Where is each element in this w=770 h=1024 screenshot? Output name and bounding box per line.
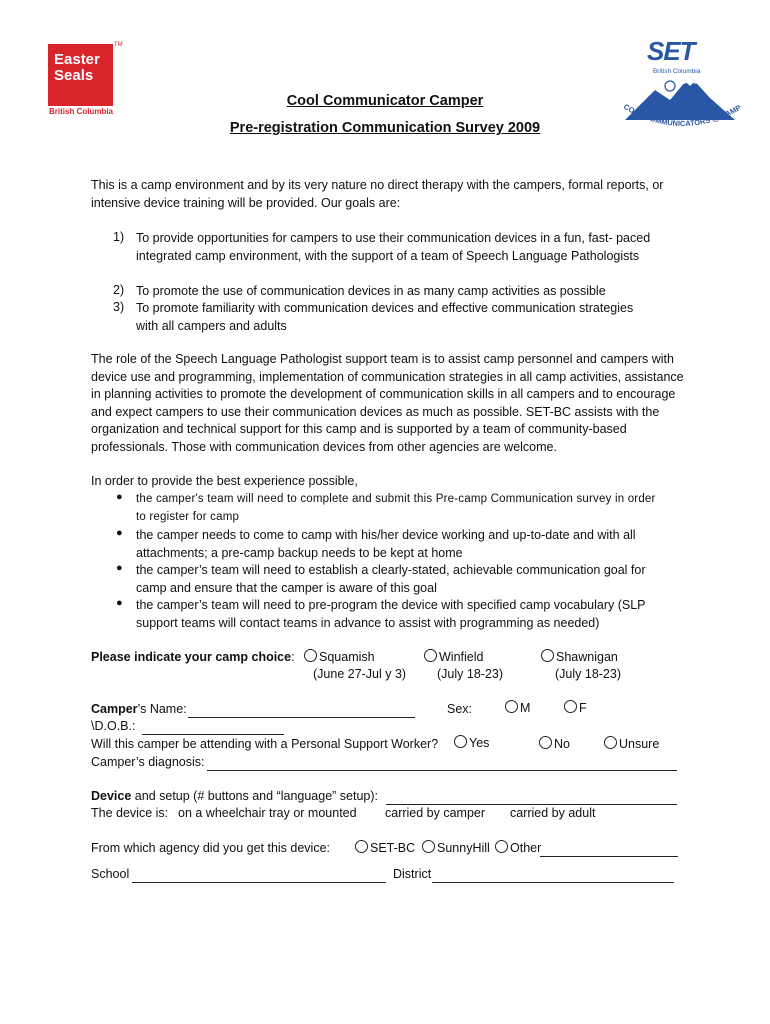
agency-other-label: Other	[510, 841, 542, 855]
radio-icon[interactable]	[454, 735, 467, 748]
psw-option-unsure[interactable]	[604, 736, 659, 751]
radio-icon[interactable]	[539, 736, 552, 749]
diagnosis-field[interactable]	[207, 756, 677, 771]
camp-option-name: Winfield	[439, 650, 484, 664]
bullet-item: the camper needs to come to camp with his/her device working and up-to-date and with all attachments; a pre-camp backup needs to be kept at home	[136, 528, 636, 560]
agency-option-other[interactable]	[495, 840, 541, 855]
bullet-item: the camper’s team will need to establish a clearly-stated, achievable communication goal for camp and ensure that the camper is aware of this goal	[136, 563, 646, 595]
goal-item: To provide opportunities for campers to use their communication devices in a fun, fast- paced integrated camp environment, with the support of a team of Speech Language Pathologists	[136, 231, 651, 263]
set-bc-logo-name: SET	[647, 36, 695, 66]
camp-option-winfield[interactable]	[424, 649, 483, 664]
radio-icon[interactable]	[541, 649, 554, 662]
sex-m-label: M	[520, 701, 531, 715]
agency-option-set-bc[interactable]	[355, 840, 415, 855]
agency-option-sunnyhill[interactable]	[422, 840, 490, 855]
easter-seals-logo-sub: British Columbia	[49, 107, 114, 116]
sex-label: Sex:	[447, 702, 473, 716]
radio-icon[interactable]	[422, 840, 435, 853]
device-setup-field[interactable]	[386, 790, 677, 805]
set-bc-logo-arc: COOL COMMUNICATORS @ CAMP	[622, 102, 743, 129]
experience-intro: In order to provide the best experience possible,	[91, 474, 358, 488]
bullet-icon: ●	[116, 491, 123, 503]
device-option-camper[interactable]: carried by camper	[385, 806, 486, 820]
camp-option-shawnigan[interactable]	[541, 649, 618, 664]
district-label: District	[393, 867, 432, 881]
camper-name-label: Camper’s Name:	[91, 702, 187, 716]
set-bc-logo-sub: British Columbia	[653, 68, 701, 75]
radio-icon[interactable]	[424, 649, 437, 662]
radio-icon[interactable]	[495, 840, 508, 853]
agency-sunnyhill-label: SunnyHill	[437, 841, 490, 855]
dob-label: \D.O.B.:	[91, 719, 136, 733]
bullet-item: the camper’s team will need to pre-program the device with specified camp vocabulary (SLP support teams will contact teams in advance to assist with programming as needed)	[136, 598, 646, 630]
easter-seals-logo-line1: Easter	[54, 51, 100, 68]
psw-option-yes[interactable]	[454, 735, 489, 750]
bullet-item: the camper's team will need to complete and submit this Pre-camp Communication survey in order to register for camp	[136, 493, 656, 523]
sex-option-f[interactable]	[564, 700, 587, 715]
radio-icon[interactable]	[604, 736, 617, 749]
camp-option-dates: (June 27-Jul y 3)	[313, 667, 407, 681]
dob-field[interactable]	[142, 720, 284, 735]
device-option-adult[interactable]: carried by adult	[510, 806, 596, 820]
camp-option-name: Shawnigan	[556, 650, 618, 664]
sex-f-label: F	[579, 701, 587, 715]
psw-option-no[interactable]	[539, 736, 570, 751]
trademark-mark: TM	[114, 42, 123, 48]
bullet-icon: ●	[116, 562, 123, 574]
district-field[interactable]	[432, 868, 674, 883]
bullet-icon: ●	[116, 527, 123, 539]
intro-paragraph: This is a camp environment and by its very nature no direct therapy with the campers, formal reports, or intensive device training will be provided. Our goals are:	[91, 178, 664, 210]
agency-set-bc-label: SET-BC	[370, 841, 416, 855]
role-paragraph: The role of the Speech Language Pathologist support team is to assist camp personnel and campers with device use and programming, implementation of communication strategies in all camp activities, assistance in planning activities to promote the development of communication skills in all campers and to encourage and expect campers to use their communication devices as much as possible. SET-BC assists with the organization and technical support for this camp and is supported by a team of community-based professionals. Those with communication devices from other agencies are welcome.	[91, 352, 684, 454]
camp-choice-label: Please indicate your camp choice:	[91, 650, 295, 664]
goal-number: 1)	[113, 230, 125, 244]
device-option-mounted[interactable]: on a wheelchair tray or mounted	[178, 806, 357, 820]
easter-seals-logo-line2: Seals	[54, 67, 94, 84]
school-label: School	[91, 867, 130, 881]
camp-option-squamish[interactable]	[304, 649, 375, 664]
goal-item: To promote the use of communication devices in as many camp activities as possible	[136, 284, 606, 298]
school-field[interactable]	[132, 868, 386, 883]
goal-number: 2)	[113, 283, 125, 297]
agency-other-field[interactable]	[540, 842, 678, 857]
radio-icon[interactable]	[304, 649, 317, 662]
page-subtitle: Pre-registration Communication Survey 2009	[229, 120, 541, 136]
camp-option-dates: (July 18-23)	[555, 667, 621, 681]
radio-icon[interactable]	[564, 700, 577, 713]
radio-icon[interactable]	[355, 840, 368, 853]
psw-unsure-label: Unsure	[619, 737, 660, 751]
agency-label: From which agency did you get this device:	[91, 841, 331, 855]
camp-option-dates: (July 18-23)	[437, 667, 503, 681]
diagnosis-label: Camper’s diagnosis:	[91, 755, 205, 769]
psw-yes-label: Yes	[469, 736, 490, 750]
goal-item: To promote familiarity with communication devices and effective communication strategies with all campers and adults	[136, 301, 634, 333]
psw-label: Will this camper be attending with a Personal Support Worker?	[91, 737, 439, 751]
device-is-label: The device is:	[91, 806, 169, 820]
device-setup-label: Device and setup (# buttons and “language” setup):	[91, 789, 379, 803]
sex-option-m[interactable]	[505, 700, 530, 715]
camp-option-name: Squamish	[319, 650, 375, 664]
goal-number: 3)	[113, 300, 125, 314]
bullet-icon: ●	[116, 597, 123, 609]
psw-no-label: No	[554, 737, 570, 751]
page-title: Cool Communicator Camper	[286, 93, 484, 109]
radio-icon[interactable]	[505, 700, 518, 713]
camper-name-field[interactable]	[188, 703, 415, 718]
